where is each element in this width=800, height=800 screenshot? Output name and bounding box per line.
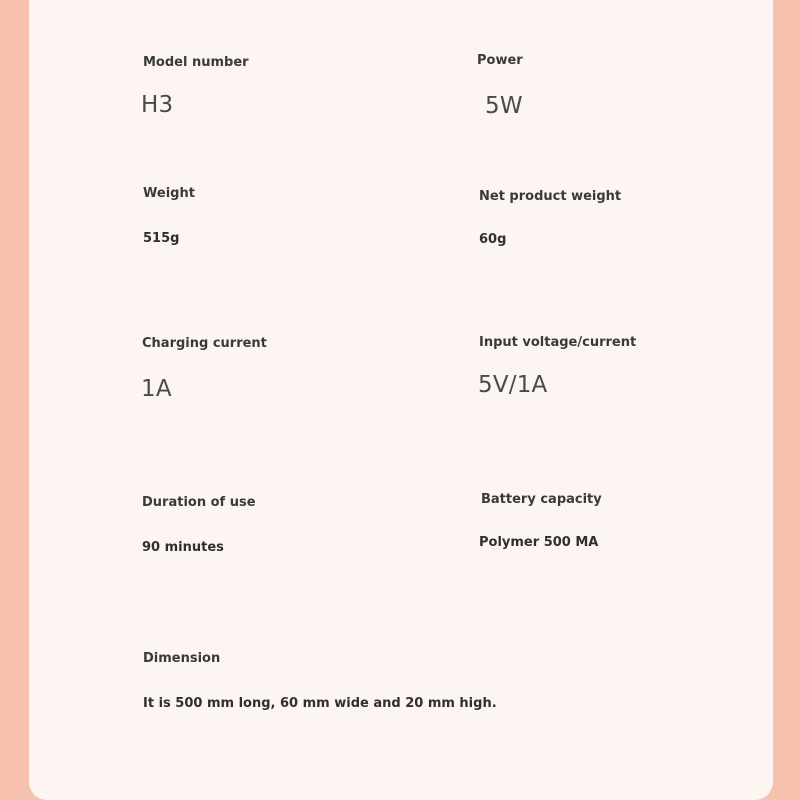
input-value: 5V/1A [478, 372, 548, 398]
battery-label: Battery capacity [481, 492, 602, 507]
net-weight-label: Net product weight [479, 189, 622, 204]
power-value: 5W [485, 93, 523, 119]
charging-current-value: 1A [141, 376, 172, 402]
net-weight-value: 60g [479, 232, 507, 247]
weight-label: Weight [143, 186, 195, 201]
duration-value: 90 minutes [142, 540, 224, 555]
charging-current-label: Charging current [142, 336, 267, 351]
duration-label: Duration of use [142, 495, 256, 510]
spec-card [29, 0, 773, 800]
dimension-label: Dimension [143, 651, 221, 666]
battery-value: Polymer 500 MA [479, 535, 599, 550]
dimension-value: It is 500 mm long, 60 mm wide and 20 mm high. [143, 696, 497, 711]
power-label: Power [477, 53, 523, 68]
model-number-label: Model number [143, 55, 249, 70]
model-number-value: H3 [141, 92, 174, 118]
input-label: Input voltage/current [479, 335, 637, 350]
weight-value: 515g [143, 231, 180, 246]
